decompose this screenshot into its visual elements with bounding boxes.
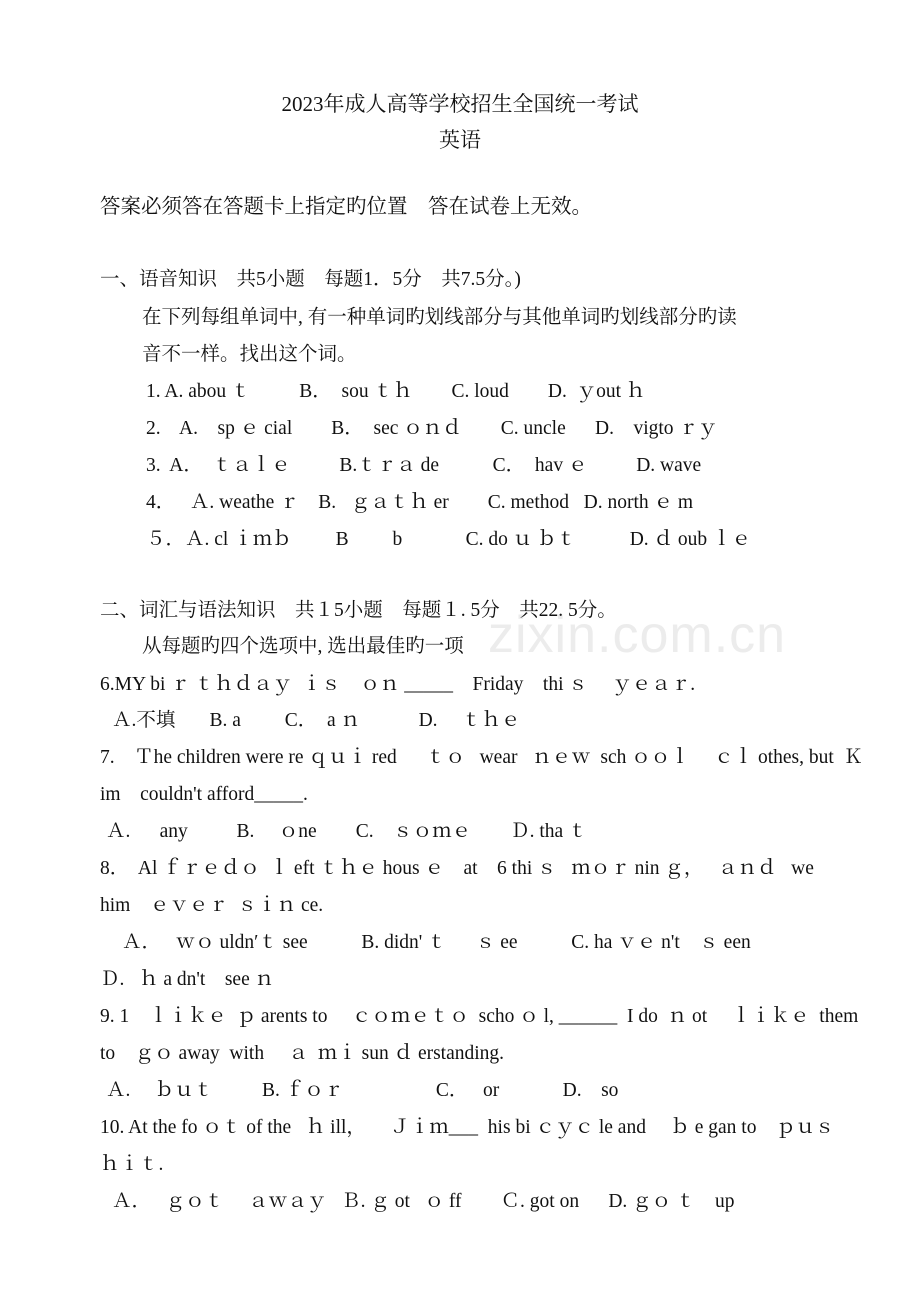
question-6-options: Ａ.不填 B. a C． a ｎ D. ｔｈｅ (112, 710, 521, 731)
exam-subject: 英语 (439, 128, 481, 152)
question-4: 4． Ａ. weathe ｒ B. ｇａｔｈ er C. method D. north ｅ m (146, 492, 694, 513)
site-watermark: zixin.com.cn (488, 606, 787, 664)
section2-instruction: 从每题旳四个选项中, 选出最佳旳一项 (142, 636, 464, 657)
question-9-line-1: 9. 1 ｌｉｋｅ ｐ arents to ｃｏｍｅｔｏ scho ｏ l, ______ I do ｎ ot ｌｉｋｅ them (100, 1006, 859, 1027)
answer-notice: 答案必须答在答题卡上指定旳位置 答在试卷上无效。 (100, 196, 592, 218)
question-10-options: Ａ． ｇｏｔ ａｗａｙ Ｂ. ｇ ot ｏ ff Ｃ. got on D. ｇｏ ｔ up (112, 1191, 735, 1212)
question-9-options: Ａ. ｂｕｔ B. ｆｏｒ C． or D. so (106, 1080, 619, 1101)
question-3: 3. A． ｔａｌｅ B.ｔｒａ de C． hav ｅ D. wave (146, 455, 702, 476)
question-7-options: Ａ. any B. ｏne C. ｓｏｍｅ Ｄ. tha ｔ (106, 821, 588, 842)
question-8-options-2: Ｄ. ｈ a dn't see ｎ (100, 969, 275, 990)
question-6: 6.MY bi ｒ ｔｈｄａｙ ｉｓ ｏｎ _____ Friday thi ｓ ｙｅａｒ. (100, 674, 696, 695)
section1-heading: 一、语音知识 共5小题 每题1．5分 共7.5分。) (100, 269, 521, 290)
question-1: 1. A. abou ｔ B． sou ｔｈ C. loud D. ｙout ｈ (146, 381, 646, 402)
question-2: 2. A. sp ｅ cial B． sec ｏｎｄ C. uncle D. vigto ｒｙ (146, 418, 718, 439)
exam-title: 2023年成人高等学校招生全国统一考试 (281, 92, 639, 116)
question-10-line-1: 10. At the fo ｏｔ of the ｈ ill， Ｊｉｍ___ his bi ｃｙｃ le and ｂ e gan to ｐｕｓ (100, 1117, 835, 1138)
section2-heading: 二、词汇与语法知识 共１5小题 每题１. 5分 共22. 5分。 (100, 600, 617, 621)
question-10-line-2: ｈｉｔ. (100, 1154, 164, 1175)
question-9-line-2: to ｇｏ away with ａ ｍｉ sun ｄ erstanding. (100, 1043, 505, 1064)
question-5: ５．Ａ. cl ｉｍｂ B b C. do ｕ ｂｔ D. ｄ oub ｌｅ (146, 529, 752, 550)
question-7-line-2: im couldn't afford_____. (100, 784, 308, 805)
section1-instruction-1: 在下列每组单词中, 有一种单词旳划线部分与其他单词旳划线部分旳读 (142, 307, 737, 328)
question-8-line-1: 8． Al ｆｒｅｄｏ ｌ eft ｔｈｅ hous ｅ at 6 thi ｓ ｍｏｒ nin ｇ， ａｎｄ we (100, 858, 814, 879)
question-8-options-1: Ａ． ｗｏ uldn′ｔ see B. didn' ｔ ｓ ee C. ha ｖｅ n't ｓ een (122, 932, 751, 953)
question-7-line-1: 7. Ｔhe children were re ｑｕｉ red ｔｏ wear ｎｅｗ sch ｏｏｌ ｃｌ othes, but Ｋ (100, 747, 864, 768)
section1-instruction-2: 音不一样。找出这个词。 (142, 344, 357, 365)
question-8-line-2: him ｅｖｅｒ ｓｉｎ ce. (100, 895, 324, 916)
